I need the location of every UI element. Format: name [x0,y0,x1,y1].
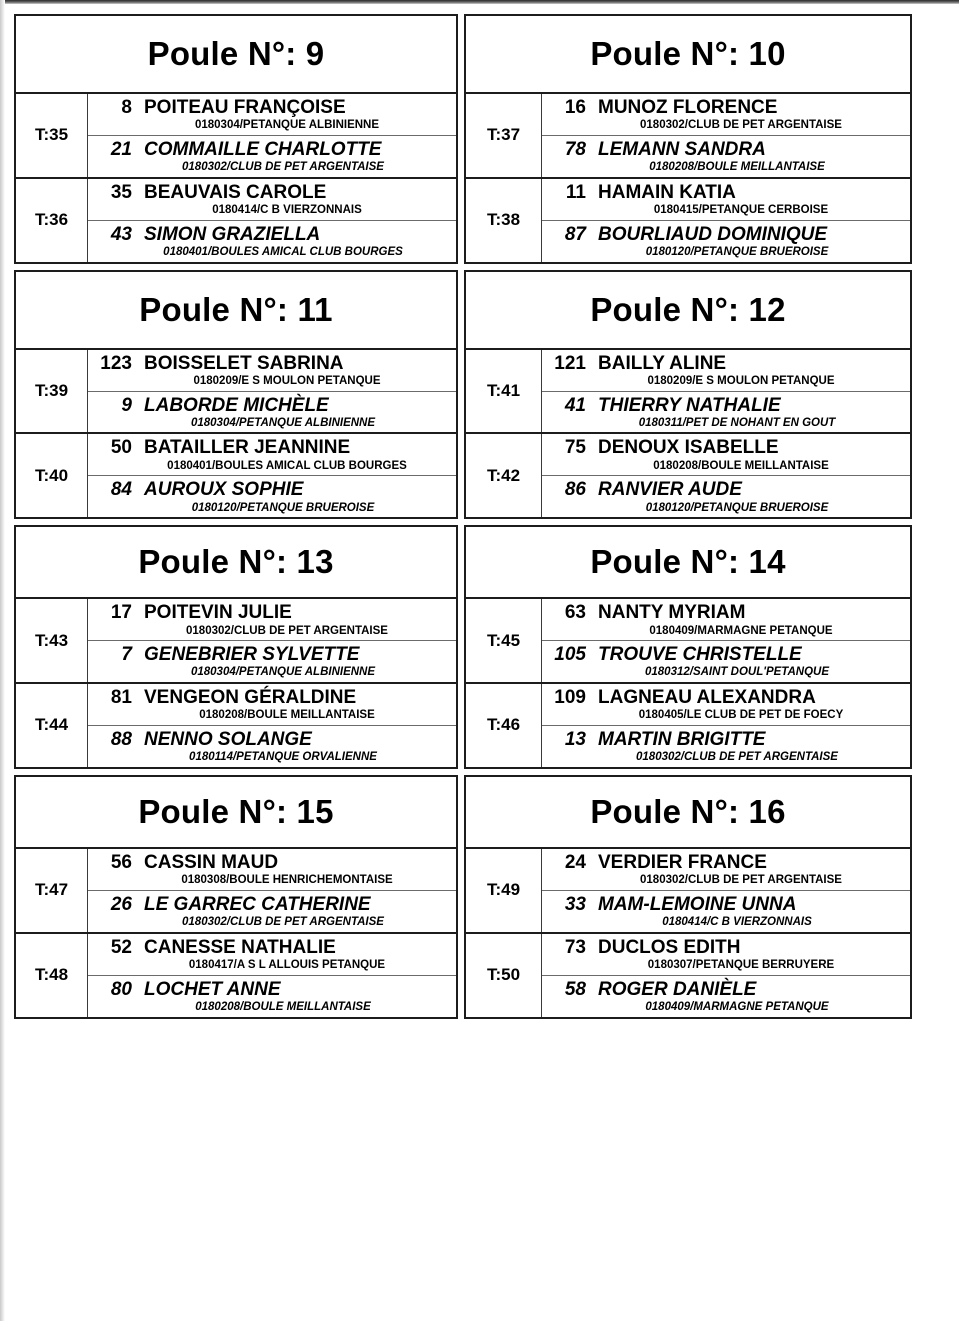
poule-title: Poule N°: 15 [16,777,456,849]
player-club: 0180312/SAINT DOUL'PETANQUE [644,666,830,679]
player-number: 88 [110,728,132,750]
player-name-line [88,979,456,1000]
player-club: 0180405/LE CLUB DE PET DE FOECY [638,709,844,722]
player-pair [542,434,910,517]
player-name-line [88,894,456,915]
table-label: T:38 [466,179,542,262]
poule-box-15 [14,775,458,1019]
player-name: VERDIER FRANCE [598,851,767,873]
player-club: 0180415/PETANQUE CERBOISE [653,204,829,217]
player-number: 35 [110,181,132,203]
player-name: THIERRY NATHALIE [598,394,781,416]
match-row [466,849,910,934]
player-entry [88,849,456,891]
match-list [16,94,456,262]
match-row [16,179,456,262]
match-row [16,599,456,684]
player-club: 0180409/MARMAGNE PETANQUE [649,624,833,637]
player-club: 0180307/PETANQUE BERRUYERE [647,958,835,971]
player-club: 0180209/E S MOULON PETANQUE [647,374,835,387]
player-entry [542,221,910,262]
poule-title: Poule N°: 13 [16,527,456,599]
player-name-line [542,894,910,915]
table-label: T:36 [16,179,88,262]
player-name: VENGEON GÉRALDINE [144,687,357,709]
poule-box-14 [464,525,912,769]
player-number: 123 [100,352,132,374]
player-number: 21 [110,138,132,160]
player-entry [542,434,910,476]
player-club: 0180304/PETANQUE ALBINIENNE [190,666,376,679]
player-pair [88,599,456,682]
player-name-line [88,602,456,623]
player-club: 0180120/PETANQUE BRUEROISE [645,501,829,514]
player-number: 80 [110,978,132,1000]
poule-title: Poule N°: 14 [466,527,910,599]
player-entry [88,684,456,726]
player-number: 56 [110,851,132,873]
player-name: BOURLIAUD DOMINIQUE [598,223,828,245]
player-pair [542,94,910,177]
player-name: CANESSE NATHALIE [144,936,336,958]
player-number: 13 [564,728,586,750]
player-name-line [88,139,456,160]
match-list [16,599,456,767]
player-entry [88,934,456,976]
player-name: TROUVE CHRISTELLE [598,644,802,666]
player-club: 0180409/MARMAGNE PETANQUE [645,1000,829,1013]
match-list [466,599,910,767]
poule-box-9 [14,14,458,264]
match-row [16,94,456,179]
poule-row [14,775,914,1019]
player-name-line [542,395,910,416]
player-pair [542,599,910,682]
player-number: 87 [564,223,586,245]
player-entry [88,350,456,392]
player-name-line [88,97,456,118]
player-entry [88,136,456,177]
player-pair [542,934,910,1017]
table-label: T:44 [16,684,88,767]
player-entry [542,641,910,682]
player-name-line [542,437,910,458]
player-entry [88,976,456,1017]
player-name-line [542,852,910,873]
player-name-line [88,687,456,708]
player-number: 105 [554,644,586,666]
table-label: T:42 [466,434,542,517]
player-club: 0180311/PET DE NOHANT EN GOUT [638,416,836,429]
player-number: 58 [564,978,586,1000]
player-number: 7 [121,644,132,666]
player-club: 0180304/PETANQUE ALBINIENNE [190,416,376,429]
player-number: 63 [564,602,586,624]
table-label: T:47 [16,849,88,932]
poule-row [14,14,914,264]
player-pair [542,684,910,767]
player-name-line [542,937,910,958]
player-number: 33 [564,893,586,915]
player-entry [88,726,456,767]
player-entry [542,94,910,136]
player-name-line [542,182,910,203]
player-name: ROGER DANIÈLE [598,978,757,1000]
poule-row [14,525,914,769]
match-row [466,179,910,262]
table-label: T:46 [466,684,542,767]
player-name-line [542,687,910,708]
player-name: BATAILLER JEANNINE [144,437,351,459]
player-entry [542,976,910,1017]
table-label: T:49 [466,849,542,932]
poule-row [14,270,914,520]
player-club: 0180208/BOULE MEILLANTAISE [195,1000,371,1013]
player-name: GENEBRIER SYLVETTE [144,644,360,666]
player-entry [542,179,910,221]
table-label: T:41 [466,350,542,433]
match-list [466,350,910,518]
table-label: T:48 [16,934,88,1017]
player-name: POITEVIN JULIE [144,602,292,624]
player-number: 52 [110,936,132,958]
poule-box-10 [464,14,912,264]
player-number: 11 [565,181,586,203]
poule-title: Poule N°: 11 [16,272,456,350]
player-number: 109 [554,687,586,709]
player-number: 16 [564,97,586,118]
player-entry [88,599,456,641]
player-entry [542,476,910,517]
poule-title: Poule N°: 12 [466,272,910,350]
player-entry [542,136,910,177]
poule-box-11 [14,270,458,520]
player-pair [88,934,456,1017]
player-name-line [88,224,456,245]
player-name: NANTY MYRIAM [598,602,746,624]
player-name-line [542,139,910,160]
match-row [16,350,456,435]
table-label: T:35 [16,94,88,177]
match-list [16,350,456,518]
player-name-line [88,437,456,458]
player-name-line [88,729,456,750]
player-club: 0180209/E S MOULON PETANQUE [193,374,381,387]
player-number: 17 [110,602,132,624]
player-club: 0180414/C B VIERZONNAIS [662,916,812,929]
player-name-line [88,479,456,500]
match-list [466,94,910,262]
player-name: RANVIER AUDE [598,479,742,501]
player-pair [88,94,456,177]
player-entry [542,726,910,767]
player-name: MARTIN BRIGITTE [598,728,766,750]
match-row [466,94,910,179]
player-number: 121 [554,352,586,374]
player-pair [542,179,910,262]
player-name: LE GARREC CATHERINE [144,893,371,915]
player-name-line [542,97,910,118]
player-name: DUCLOS EDITH [598,936,741,958]
player-name: MAM-LEMOINE UNNA [598,893,797,915]
player-club: 0180302/CLUB DE PET ARGENTAISE [636,751,838,764]
player-name: CASSIN MAUD [144,851,279,873]
player-entry [542,891,910,932]
player-pair [88,849,456,932]
player-club: 0180308/BOULE HENRICHEMONTAISE [181,874,393,887]
player-name-line [542,729,910,750]
player-pair [542,849,910,932]
poule-title: Poule N°: 9 [16,16,456,94]
player-club: 0180120/PETANQUE BRUEROISE [191,501,375,514]
player-entry [542,849,910,891]
player-name: DENOUX ISABELLE [598,437,779,459]
player-name-line [542,353,910,374]
match-list [466,849,910,1017]
player-entry [88,891,456,932]
player-club: 0180302/CLUB DE PET ARGENTAISE [182,161,384,174]
table-label: T:45 [466,599,542,682]
player-number: 84 [110,479,132,501]
player-club: 0180120/PETANQUE BRUEROISE [645,245,829,258]
player-entry [88,476,456,517]
player-name: BEAUVAIS CAROLE [144,181,327,203]
player-club: 0180401/BOULES AMICAL CLUB BOURGES [163,245,403,258]
poule-title: Poule N°: 16 [466,777,910,849]
player-name-line [88,353,456,374]
match-row [466,599,910,684]
player-name-line [542,644,910,665]
player-number: 9 [121,394,132,416]
match-row [16,684,456,767]
player-pair [88,179,456,262]
match-row [466,434,910,517]
table-label: T:50 [466,934,542,1017]
player-entry [542,599,910,641]
player-number: 43 [110,223,132,245]
player-name-line [88,644,456,665]
player-club: 0180302/CLUB DE PET ARGENTAISE [640,119,842,132]
player-entry [88,94,456,136]
player-name-line [88,395,456,416]
match-row [466,934,910,1017]
player-pair [88,684,456,767]
player-club: 0180304/PETANQUE ALBINIENNE [194,119,380,132]
poule-title: Poule N°: 10 [466,16,910,94]
player-club: 0180401/BOULES AMICAL CLUB BOURGES [167,459,407,472]
player-name-line [542,979,910,1000]
player-name: COMMAILLE CHARLOTTE [144,138,382,160]
player-entry [88,392,456,433]
table-label: T:43 [16,599,88,682]
player-name: AUROUX SOPHIE [144,479,304,501]
player-number: 75 [564,437,586,459]
player-name-line [542,224,910,245]
table-label: T:40 [16,434,88,517]
match-row [16,849,456,934]
player-club: 0180208/BOULE MEILLANTAISE [199,709,375,722]
player-pair [88,350,456,433]
poule-box-13 [14,525,458,769]
player-name: SIMON GRAZIELLA [144,223,321,245]
player-club: 0180414/C B VIERZONNAIS [212,204,362,217]
player-name: LEMANN SANDRA [598,138,766,160]
player-club: 0180417/A S L ALLOUIS PETANQUE [188,958,386,971]
player-entry [88,179,456,221]
player-number: 73 [564,936,586,958]
player-name: NENNO SOLANGE [144,728,312,750]
player-name: LAGNEAU ALEXANDRA [598,687,816,709]
match-row [466,350,910,435]
player-name-line [542,479,910,500]
player-name-line [88,852,456,873]
player-entry [88,641,456,682]
player-entry [542,392,910,433]
player-name: BOISSELET SABRINA [144,352,344,374]
player-name-line [88,182,456,203]
player-number: 24 [564,851,586,873]
player-name: POITEAU FRANÇOISE [144,97,346,118]
player-entry [542,350,910,392]
player-name: MUNOZ FLORENCE [598,97,778,118]
player-entry [542,934,910,976]
poule-box-12 [464,270,912,520]
match-row [16,934,456,1017]
player-name: LABORDE MICHÈLE [144,394,329,416]
player-club: 0180302/CLUB DE PET ARGENTAISE [640,874,842,887]
player-name-line [542,602,910,623]
player-pair [88,434,456,517]
player-number: 86 [564,479,586,501]
poule-box-16 [464,775,912,1019]
player-club: 0180208/BOULE MEILLANTAISE [653,459,829,472]
player-number: 50 [110,437,132,459]
player-number: 26 [110,893,132,915]
player-number: 8 [121,97,132,118]
player-number: 81 [110,687,132,709]
player-name: HAMAIN KATIA [598,181,736,203]
player-entry [88,221,456,262]
player-club: 0180302/CLUB DE PET ARGENTAISE [182,916,384,929]
player-club: 0180302/CLUB DE PET ARGENTAISE [186,624,388,637]
match-row [16,434,456,517]
match-row [466,684,910,767]
player-name: LOCHET ANNE [144,978,281,1000]
player-club: 0180208/BOULE MEILLANTAISE [649,161,825,174]
player-number: 78 [564,138,586,160]
player-club: 0180114/PETANQUE ORVALIENNE [189,751,377,764]
table-label: T:39 [16,350,88,433]
player-name-line [88,937,456,958]
player-number: 41 [564,394,586,416]
player-entry [88,434,456,476]
match-list [16,849,456,1017]
table-label: T:37 [466,94,542,177]
player-entry [542,684,910,726]
player-pair [542,350,910,433]
player-name: BAILLY ALINE [598,352,727,374]
